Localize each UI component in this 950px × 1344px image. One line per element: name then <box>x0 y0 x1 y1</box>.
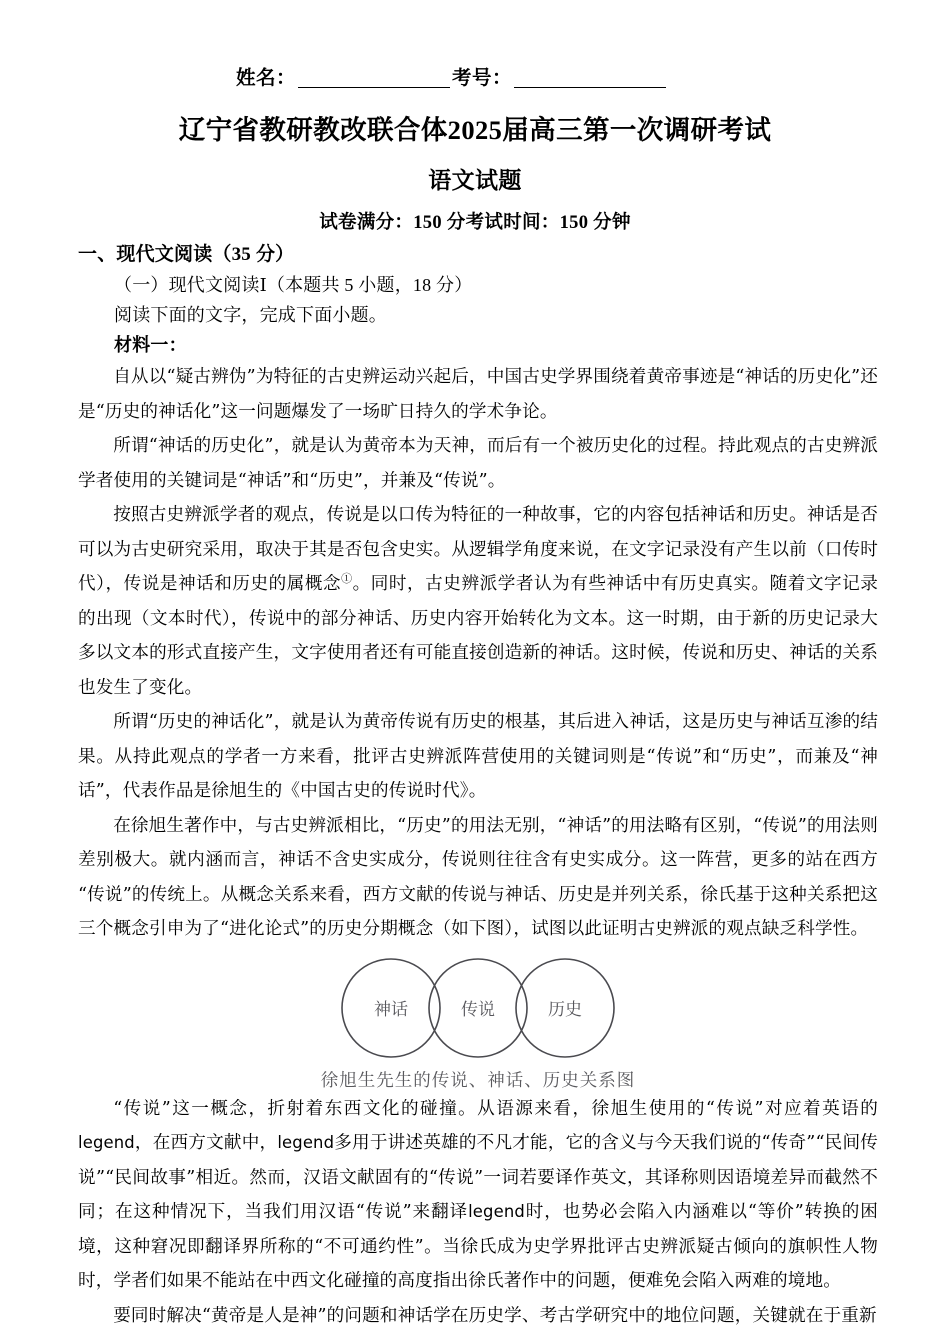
score-and-time-line: 试卷满分：150 分考试时间：150 分钟 <box>319 213 631 233</box>
latin-term: legend <box>78 1133 135 1152</box>
paragraph-text-after-footnote: 。同时，古史辨派学者认为有些神话中有历史真实。随着文字记录的出现（文本时代），传说中的部分神话、历史内容开始转化为文本。这一时期，由于新的历史记录大多以文本的形式直接产生，文字使用者还有可能直接创造新的神话。这时候，传说和历史、神话的关系也发生了变化。 <box>78 574 879 698</box>
material-one-label: 材料一： <box>114 335 187 355</box>
passage-paragraph: 要同时解决“黄帝是人是神”的问题和神话学在历史学、考古学研究中的地位问题，关键就在于重新 <box>113 1305 877 1326</box>
student-id-row <box>236 62 776 90</box>
name-label: 姓名： <box>236 68 297 89</box>
passage-paragraph: 自从以“疑古辨伪”为特征的古史辨运动兴起后，中国古史学界围绕着黄帝事迹是“神话的历史化”还是“历史的神话化”这一问题爆发了一场旷日持久的学术争论。 <box>78 367 878 422</box>
exam-content <box>78 240 878 1333</box>
venn-label-history: 历史 <box>548 999 582 1020</box>
paragraph-text-run: “传说”这一概念，折射着东西文化的碰撞。从语源来看，徐旭生使用的“传说”对应着英语的 <box>113 1098 878 1119</box>
venn-label-myth: 神话 <box>374 999 408 1020</box>
reading-instruction: 阅读下面的文字，完成下面小题。 <box>114 305 387 325</box>
venn-diagram <box>78 955 878 1063</box>
exam-number-label: 考号： <box>452 68 513 89</box>
passage-paragraph: 所谓“神话的历史化”，就是认为黄帝本为天神，而后有一个被历史化的过程。持此观点的古史辨派学者使用的关键词是“神话”和“历史”，并兼及“传说”。 <box>78 436 878 491</box>
paragraph-text-before-footnote: 按照古史辨派学者的观点，传说是以口传为特征的一种故事，它的内容包括神话和历史。神话是否可以为古史研究采用，取决于其是否包含史实。从逻辑学角度来说，在文字记录没有产生以前（口传时代），传说是神话和历史的属概念 <box>78 505 878 594</box>
paragraph-text-run: 多用于讲述英雄的不凡才能，它的含义与今天我们说的“传奇”“民间传说”“民间故事”相近。然而，汉语文献固有的“传说”一词若要译作英文，其译称则因语境差异而截然不同；在这种情况下，当我们用汉语“传说”来翻译 <box>78 1133 879 1222</box>
latin-term: legend <box>468 1202 525 1221</box>
venn-diagram-svg <box>328 955 628 1061</box>
passage-paragraph: 在徐旭生著作中，与古史辨派相比，“历史”的用法无别，“神话”的用法略有区别，“传说”的用法则差别极大。就内涵而言，神话不含史实成分，传说则往往含有史实成分。这一阵营，更多的站在西方“传说”的传统上。从概念关系来看，西方文献的传说与神话、历史是并列关系，徐氏基于这种关系把这三个概念引申为了“进化论式”的历史分期概念（如下图），试图以此证明古史辨派的观点缺乏科学性。 <box>78 815 878 939</box>
exam-number-input-blank[interactable] <box>514 71 666 88</box>
passage-paragraph: 所谓“历史的神话化”，就是认为黄帝传说有历史的根基，其后进入神话，这是历史与神话互渗的结果。从持此观点的学者一方来看，批评古史辨派阵营使用的关键词则是“传说”和“历史”，而兼及“神话”，代表作品是徐旭生的《中国古史的传说时代》。 <box>78 712 878 801</box>
paragraph-text-run: ，在西方文献中， <box>134 1133 278 1153</box>
passage-paragraph <box>78 498 878 705</box>
figure-caption: 徐旭生先生的传说、神话、历史关系图 <box>320 1070 636 1091</box>
latin-term: legend <box>277 1133 335 1152</box>
venn-figure <box>78 955 878 1092</box>
subject-title: 语文试题 <box>428 168 522 193</box>
name-input-blank[interactable] <box>298 71 450 88</box>
page-title: 辽宁省教研教改联合体2025届高三第一次调研考试 <box>178 115 772 145</box>
section-heading-one: 一、现代文阅读（35 分） <box>78 244 295 265</box>
venn-label-legend: 传说 <box>461 999 495 1020</box>
part-one-heading: （一）现代文阅读Ⅰ（本题共 5 小题，18 分） <box>114 275 473 295</box>
passage-paragraph <box>78 1092 878 1299</box>
paragraph-text-run: 时，也势必会陷入内涵难以“等价”转换的困境，这种窘况即翻译界所称的“不可通约性”。当徐氏成为史学界批评古史辨派疑古倾向的旗帜性人物时，学者们如果不能站在中西文化碰撞的高度指出徐氏著作中的问题，便难免会陷入两难的境地。 <box>78 1202 878 1291</box>
footnote-marker: ① <box>341 572 353 586</box>
